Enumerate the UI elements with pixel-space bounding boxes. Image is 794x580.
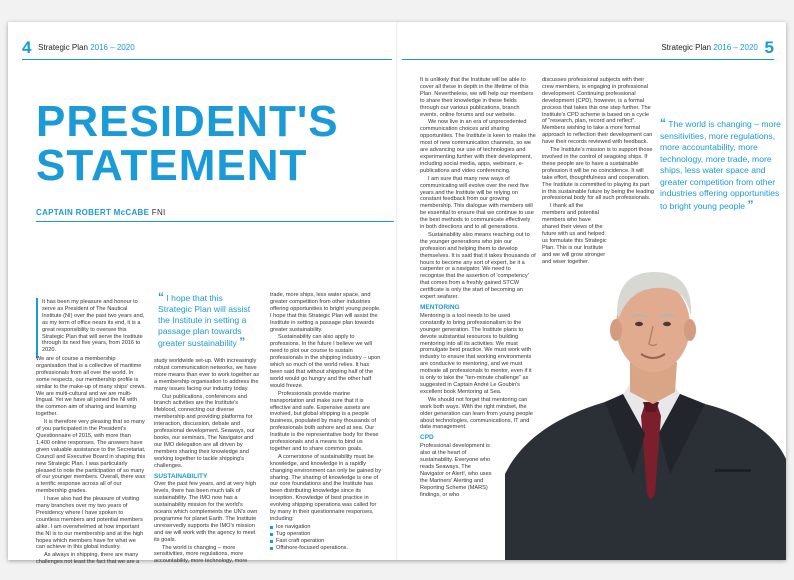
- right-page-header: [661, 38, 774, 58]
- paragraph: It is therefore very pleasing that so many of you participated in the President's Questionnaire of 2015, with more than 1,400 online responses. The answers have given valuable assistance to the Secretariat, Council and Executive Board in shaping this new Strategic Plan. I was particularly pleased to note the participation of so many of our younger members. Overall, there was a terrific response across all of our membership grades.: [36, 419, 146, 495]
- bullet-list: [270, 524, 382, 552]
- bullet-item: Ice navigation: [270, 524, 382, 531]
- bullet-item: Tug operation: [270, 531, 382, 538]
- paragraph: We should not forget that mentoring can work both ways. With the right mindset, the older generation can learn from young people about technologies, communications, IT and data management.: [420, 396, 533, 431]
- right-header-rule: [402, 59, 774, 60]
- paragraph: Over the past few years, and at very high levels, there has been much talk of sustainability. The IMO now has a sustainability mission for the world's oceans which complements the UN's own programme for planet Earth. The Institute unreservedly supports the IMO's mission and we will work with the agency to meet its goals.: [154, 481, 258, 543]
- paragraph: study worldwide set-up. With increasingly robust communication networks, we have more means than ever to work together as a membership organisation to address the many issues facing our industry today.: [154, 358, 260, 392]
- column-3: [270, 292, 382, 552]
- right-header-label: Strategic Plan: [661, 43, 712, 53]
- pull-quote-text: The world is changing – more sensitivities, more regulations, more accountability, more technology, more trade, more ships, less water space and greater competition from other industries offering opportunities to bright young people: [660, 119, 781, 211]
- left-header-rule: [22, 59, 392, 60]
- column-1: [42, 299, 146, 355]
- paragraph: Sustainability also means reaching out to the younger generations who join our profession and helping them to develop themselves. It is said that it takes thousands of hours to become any sort of expert, be it a carpenter or a navigator. We need to recognise that the assertion of 'competency' that comes from a freshly gained STCW certificate is only the start of becoming an expert seafarer.: [420, 231, 536, 301]
- author-name: CAPTAIN ROBERT McCABE: [36, 208, 150, 217]
- title-line-2: STATEMENT: [36, 141, 308, 190]
- paragraph: discusses professional subjects with their crew members, is engaging in professional development. Continuing professional development (CPD), however, is a formal process that takes this one step further. The Institute's CPD scheme is based on a cycle of "research, plan, record and reflect". Members wishing to take a more formal approach to reflection their development can have their records reviewed with feedback.: [542, 77, 653, 146]
- byline: [36, 208, 166, 217]
- magazine-spread: [8, 22, 786, 566]
- paragraph: As always in shipping, there are many challenges not least the fact that we are a: [36, 552, 140, 566]
- paragraph: Professional development is also at the heart of sustainability. Everyone who reads Seaways, The Navigator or Alert!, who uses the Mariners' Alerting and Reporting Scheme (MARS) findings, or who: [420, 443, 492, 498]
- paragraph: The Institute's mission is to support those involved in the control of seagoing ships. If these people are to have a sustainable profession it will be no coincidence. It will take effort, thoughtfulness and cooperation. The Institute is committed to playing its part in this sustainable future by being the leading professional body for all such professionals.: [542, 147, 654, 202]
- section-heading-cpd: CPD: [420, 434, 434, 442]
- paragraph: The world is changing – more sensitivities, more regulations, more accountability, more technology, more: [154, 544, 248, 565]
- paragraph: We are of course a membership organisation that is a collective of maritime professionals from all over the world. In some respects, our membership profile is similar to the make-up of many ships' crews. We are multi-cultural and we are multi-lingual. Yet we have all joined the NI with the common aim of sharing and learning together.: [36, 356, 146, 418]
- paragraph: It is unlikely that the Institute will be able to cover all these in depth in the lifetime of this Plan. Nevertheless, we will help our members to share their knowledge in these fields through our various publications, branch events, online forums and our website.: [420, 77, 534, 118]
- paragraph: I am sure that many new ways of communicating will evolve over the next five years and the Institute will be relying on constant feedback from our growing membership. This dialogue with members will be essential to ensure that we continue to use the best methods to communicate effectively in both directions and to all generations.: [420, 175, 534, 231]
- bullet-item: Fast craft operation: [270, 538, 382, 545]
- paragraph: I thank all the members and potential members who have shared their views of the future with us and helped us formulate this Strategic Plan. This is our Institute and we will grow stronger and wiser together.: [542, 203, 607, 265]
- left-page-number: 4: [22, 38, 32, 57]
- paragraph: trade, more ships, less water space, and greater competition from other industries offering opportunities to bright young people. I hope that this Strategic Plan will assist the Institute in setting a passage plan towards greater sustainability.: [270, 292, 381, 333]
- paragraph: We now live in an era of unprecedented communication choices and sharing opportunities. The Institute is keen to make the most of new communication channels, so we are advancing our use of technologies and experimenting further with their development, including social media, apps, webinars, e-publications and video conferencing.: [420, 119, 536, 174]
- paragraph: Sustainability can also apply to professions. In the future I believe we will need to plot our course to sustain professionals in the shipping industry – upon which so much of the world relies. It has been said that without shipping half of the world would go hungry and the other half would freeze.: [270, 334, 381, 389]
- paragraph: Mentoring is a tool needs to be used constantly to bring professionalism to the younger generation. The Institute plans to devote substantial resources to building mentoring into all its activities. We must promulgate best practice. We must work with industry to ensure that working environments are conducive to mentoring, and we must motivate all professionals to mentor, even if it is only to take the "ten-minute challenge" as suggested in Captain André Le Goubin's excellent book Mentoring at Sea.: [420, 312, 532, 395]
- lead-accent-bar: [36, 298, 38, 358]
- paragraph: Our publications, conferences and branch activities are the Institute's lifeblood, connecting our diverse membership and providing platforms for interaction, discussion, debate and professional development. Seaways, our books, our seminars, The Navigator and our IMO delegation are all driven by members sharing their knowledge and working together to tackle shipping's challenges.: [154, 393, 255, 469]
- paragraph: Professionals provide marine transportation and make sure that it is effective and safe. Expensive assets are involved, but global shipping is a people business, populated by many thousands of professionals both ashore and at sea. Our Institute is the representative body for these professionals and a means to bind us together and to share common goals.: [270, 390, 379, 452]
- bullet-item: Offshore-focused operations.: [270, 545, 382, 552]
- pull-quote-2: [660, 118, 788, 212]
- paragraph: A cornerstone of sustainability must be knowledge, and knowledge in a rapidly changing environment can only be gained by sharing. The sharing of knowledge is one of our core foundations and the Institute has been distributing knowledge since its inception. Knowledge of best practice in evolving shipping operations was called for by many in their questionnaire responses, including:: [270, 453, 382, 522]
- column-2: [154, 358, 262, 566]
- section-heading-sustainability: SUSTAINABILITY: [154, 472, 208, 480]
- column-5: [542, 77, 654, 266]
- pull-quote-1: [158, 292, 256, 349]
- president-portrait-photo: [505, 244, 786, 560]
- close-quote-mark: ”: [239, 335, 246, 349]
- author-postnominal: FNI: [151, 208, 166, 217]
- pull-quote-text: I hope that this Strategic Plan will assist the Institute in setting a passage plan towards greater sustainability: [158, 293, 251, 348]
- open-quote-mark: “: [660, 116, 666, 130]
- right-page-number: 5: [764, 38, 774, 57]
- section-heading-mentoring: MENTORING: [420, 304, 460, 311]
- left-header-label: Strategic Plan: [38, 43, 88, 53]
- right-header-years: 2016 – 2020: [713, 43, 758, 53]
- left-header-years: 2016 – 2020: [90, 43, 135, 53]
- byline-rule: [36, 221, 394, 222]
- column-1-body: [36, 356, 146, 567]
- left-page-header: [22, 38, 135, 58]
- title-line-1: PRESIDENT'S: [36, 97, 339, 146]
- open-quote-mark: “: [158, 290, 164, 304]
- spine-shadow: [396, 22, 398, 560]
- page-title: [36, 97, 376, 190]
- lead-paragraph: It has been my pleasure and honour to serve as President of The Nautical Institute (NI) over the past two years and, as my term of office nears its end, it is a great responsibility to oversee this Strategic Plan that will serve the Institute through its next five years, from 2016 to 2020.: [42, 299, 145, 354]
- paragraph: I have also had the pleasure of visiting many branches over my two years of Presidency where I have spoken to countless members and potential members alike. I am overwhelmed at how important the NI is to our membership and at the high hopes which members have for what we can achieve in this global industry.: [36, 496, 144, 551]
- close-quote-mark: ”: [747, 197, 754, 212]
